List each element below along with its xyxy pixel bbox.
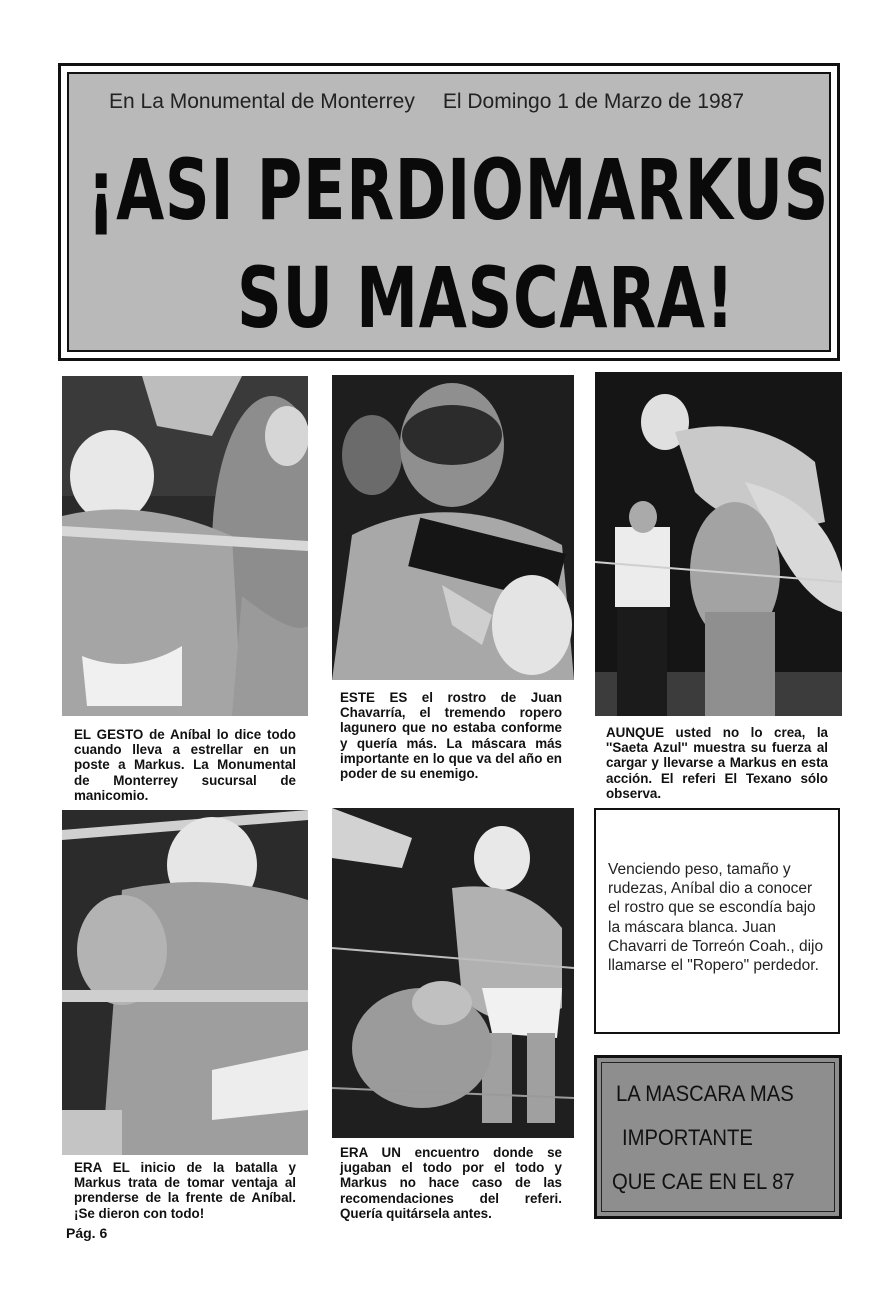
highlight-line-1: LA MASCARA MAS: [616, 1081, 794, 1106]
header-date: El Domingo 1 de Marzo de 1987: [442, 90, 745, 113]
highlight-box: [594, 1055, 842, 1219]
headline-line2: SU MASCARA!: [237, 249, 735, 347]
photo-3-saeta-azul-carry: [595, 372, 842, 716]
headline-line1: ¡ASI PERDIOMARKUS: [87, 141, 830, 239]
highlight-line-3: QUE CAE EN EL 87: [612, 1169, 795, 1194]
sidebar-text: Venciendo peso, tamaño y rudezas, Aníbal dio a conocer el rostro que se escondía bajo la máscara blanca. Juan Chavarri de Torreón Coah., dijo llamarse el "Ropero" perdedor.: [608, 861, 824, 975]
caption-photo-4-text: inicio de la batalla y Markus trata de tomar ventaja al prenderse de la frente de Aníbal. ¡Se dieron con todo!: [74, 1160, 297, 1221]
header-inner: [67, 72, 831, 352]
highlight-box-inner: [601, 1062, 835, 1212]
caption-photo-2-lead: ESTE ES: [340, 690, 408, 705]
caption-photo-1: [74, 727, 296, 803]
photo-4-markus-grab: [62, 810, 308, 1155]
page-number: Pág. 6: [66, 1225, 108, 1241]
caption-photo-2: [340, 690, 562, 781]
caption-photo-2-text: el rostro de Juan Chavarría, el tremendo ropero lagunero que no estaba conforme y quería más. La máscara más importante en lo que va del año en poder de su enemigo.: [340, 690, 562, 782]
header-subtitle: [109, 90, 809, 114]
caption-photo-1-lead: EL GESTO: [74, 727, 144, 742]
caption-photo-4-lead: ERA EL: [74, 1160, 130, 1175]
photo-1-wrestlers-post: [62, 376, 308, 716]
header-venue: En La Monumental de Monterrey: [109, 90, 415, 113]
caption-photo-5-text: encuentro donde se jugaban el todo por el todo y Markus no hace caso de las recomendaciones del referi. Quería quitársela antes.: [340, 1145, 562, 1221]
caption-photo-3-text: usted no lo crea, la ''Saeta Azul'' muestra su fuerza al cargar y llevarse a Markus en esta acción. El referi El Texano sólo observa.: [606, 725, 828, 801]
caption-photo-3-lead: AUNQUE: [606, 725, 665, 740]
header-box: [58, 63, 840, 361]
sidebar-text-box: [594, 808, 840, 1034]
caption-photo-4: [74, 1160, 296, 1221]
caption-photo-5-lead: ERA UN: [340, 1145, 401, 1160]
photo-2-juan-chavarria: [332, 375, 574, 680]
caption-photo-5: [340, 1145, 562, 1221]
caption-photo-1-text: de Aníbal lo dice todo cuando lleva a estrellar en un poste a Markus. La Monumental de Monterrey sucursal de manicomio.: [74, 727, 296, 803]
photo-5-referee-warning: [332, 808, 574, 1138]
caption-photo-3: [606, 725, 828, 801]
highlight-line-2: IMPORTANTE: [622, 1125, 753, 1150]
